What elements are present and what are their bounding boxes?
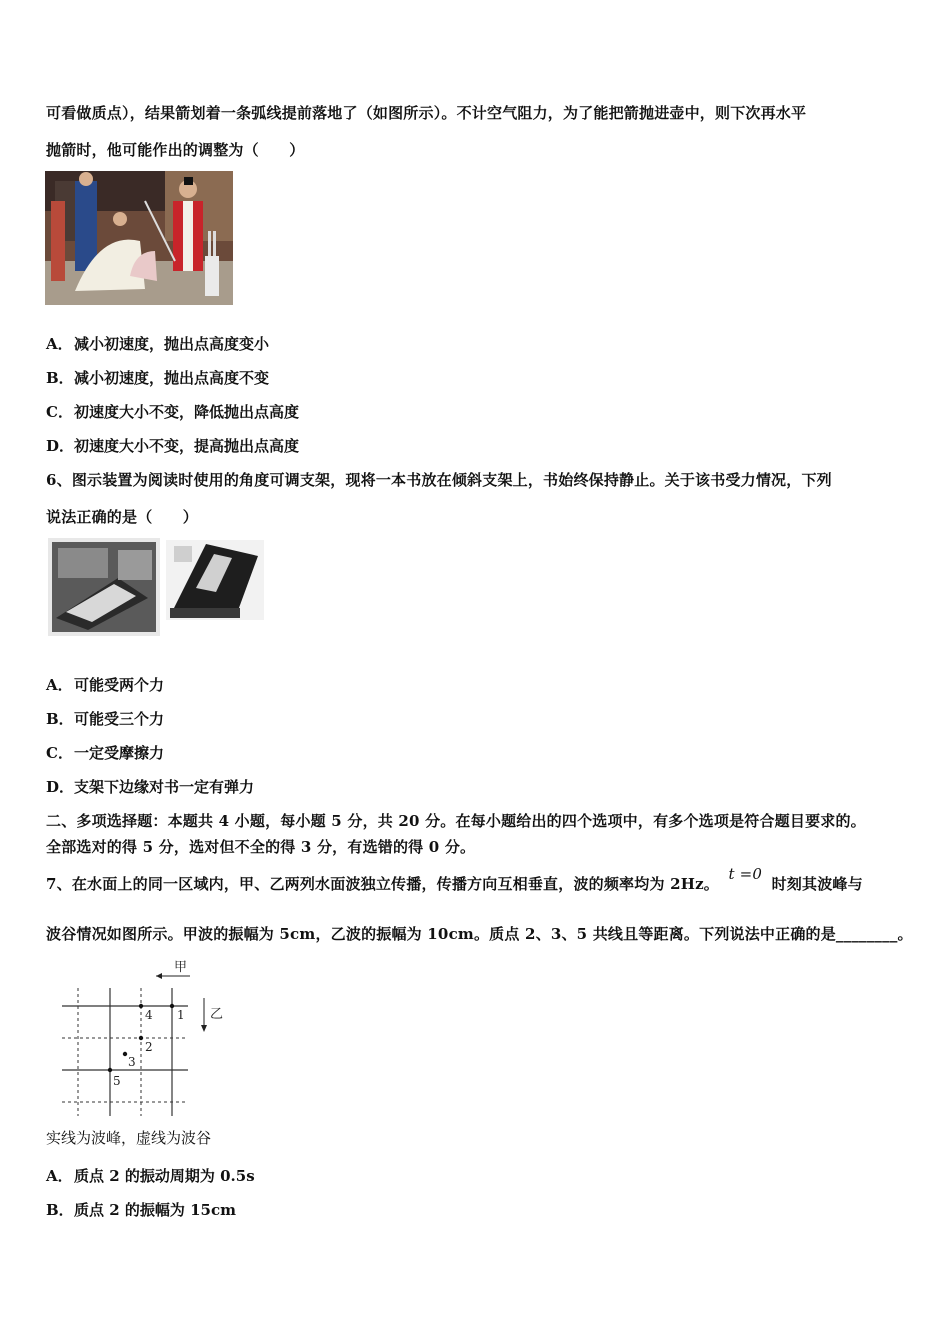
- option-label: D．: [46, 437, 75, 455]
- option-label: D．: [46, 778, 75, 796]
- q6-option-a[interactable]: [46, 674, 164, 695]
- point-label-3: 3: [128, 1055, 136, 1069]
- option-label: A．: [46, 335, 73, 353]
- option-label: B．: [46, 1201, 74, 1219]
- option-label: B．: [46, 369, 74, 387]
- q6-stem-line2: 说法正确的是（ ）: [46, 508, 199, 526]
- option-label: A．: [46, 676, 73, 694]
- q7-stem-line1: [46, 865, 863, 894]
- option-text: 质点 2 的振动周期为 0.5s: [74, 1167, 255, 1185]
- q6-option-c[interactable]: [46, 742, 164, 763]
- q5-option-c[interactable]: [46, 401, 299, 422]
- option-text: 质点 2 的振幅为 15cm: [74, 1201, 236, 1219]
- option-text: 一定受摩擦力: [74, 744, 165, 762]
- option-text: 初速度大小不变，提高抛出点高度: [74, 437, 300, 455]
- option-text: 减小初速度，抛出点高度不变: [74, 369, 270, 387]
- option-label: C．: [46, 403, 73, 421]
- q5-stem-line2: 抛箭时，他可能作出的调整为（ ）: [46, 141, 305, 159]
- book-stand-photo-1: [48, 538, 160, 636]
- q5-option-a[interactable]: [46, 333, 269, 354]
- option-label: C．: [46, 744, 73, 762]
- option-text: 可能受两个力: [74, 676, 165, 694]
- wave-diagram: [52, 958, 242, 1122]
- option-label: B．: [46, 710, 74, 728]
- book-stand-photo-2: [166, 540, 264, 620]
- q7-stem-line2: 波谷情况如图所示。甲波的振幅为 5cm，乙波的振幅为 10cm。质点 2、3、5 共线且等距离。下列说法中正确的是________。: [46, 925, 913, 943]
- option-text: 初速度大小不变，降低抛出点高度: [74, 403, 300, 421]
- section2-line1: 二、多项选择题：本题共 4 小题，每小题 5 分，共 20 分。在每小题给出的四个选项中，有多个选项是符合题目要求的。: [46, 812, 866, 830]
- q7-time-math: t =0: [728, 865, 763, 883]
- label-jia: 甲: [174, 960, 188, 975]
- option-text: 可能受三个力: [74, 710, 165, 728]
- q5-option-b[interactable]: [46, 367, 269, 388]
- q5-stem-line1: 可看做质点），结果箭划着一条弧线提前落地了（如图所示）。不计空气阻力，为了能把箭抛进壶中，则下次再水平: [46, 104, 807, 122]
- q5-option-d[interactable]: [46, 435, 299, 456]
- pitch-pot-photo: [45, 171, 233, 305]
- label-yi: 乙: [210, 1007, 224, 1022]
- q7-stem-part-a: 7、在水面上的同一区域内，甲、乙两列水面波独立传播，传播方向互相垂直，波的频率均为 2Hz。: [46, 875, 719, 893]
- point-label-2: 2: [145, 1040, 153, 1054]
- point-label-5: 5: [113, 1074, 121, 1088]
- wave-diagram-caption: 实线为波峰，虚线为波谷: [46, 1129, 212, 1147]
- section2-line2: 全部选对的得 5 分，选对但不全的得 3 分，有选错的得 0 分。: [46, 838, 476, 856]
- option-text: 减小初速度，抛出点高度变小: [74, 335, 270, 353]
- q6-option-b[interactable]: [46, 708, 164, 729]
- option-text: 支架下边缘对书一定有弹力: [74, 778, 255, 796]
- point-label-4: 4: [145, 1008, 153, 1022]
- point-label-1: 1: [177, 1008, 185, 1022]
- q7-stem-part-b: 时刻其波峰与: [771, 875, 863, 893]
- q6-stem-line1: 6、图示装置为阅读时使用的角度可调支架，现将一本书放在倾斜支架上，书始终保持静止。关于该书受力情况，下列: [46, 471, 832, 489]
- option-label: A．: [46, 1167, 73, 1185]
- q6-option-d[interactable]: [46, 776, 254, 797]
- q7-option-b[interactable]: [46, 1199, 236, 1220]
- q7-option-a[interactable]: [46, 1165, 255, 1186]
